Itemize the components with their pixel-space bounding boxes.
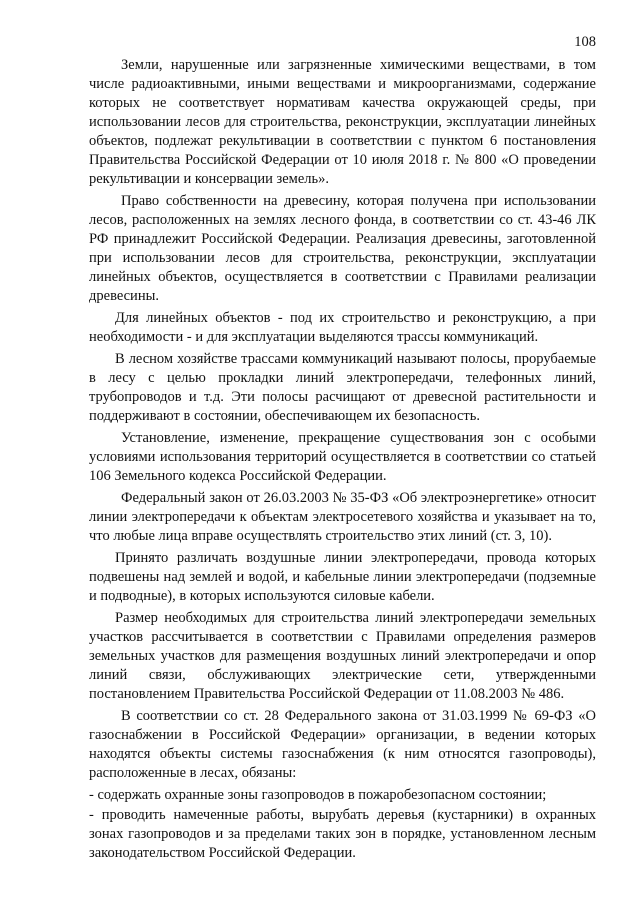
- list-item-fire-safe-zones: - содержать охранные зоны газопроводов в пожаробезопасном состоянии;: [89, 787, 547, 803]
- paragraph-special-zones: Установление, изменение, прекращение существования зон с особыми условиями использования территорий осуществляется в соответствии со статьей 106 Земельного кодекса Российской Федерации.: [89, 430, 596, 484]
- page-body: [89, 56, 596, 864]
- paragraph-land-reclamation: Земли, нарушенные или загрязненные химическими веществами, в том числе радиоактивными, иными веществами и микроорганизмами, содержание которых не соответствует нормативам качества окружающей среды, при использовании лесов для строительства, реконструкции, эксплуатации линейных объектов, подлежат рекультивации в соответствии с пунктом 6 постановления Правительства Российской Федерации от 10 июля 2018 г. № 800 «О проведении рекультивации и консервации земель».: [89, 57, 596, 187]
- paragraph-electric-law: Федеральный закон от 26.03.2003 № 35-ФЗ «Об электроэнергетике» относит линии электропередачи к объектам электросетевого хозяйства и указывает на то, что любые лица вправе осуществлять строительство этих линий (ст. 3, 10).: [89, 490, 596, 544]
- paragraph-land-plot-size: Размер необходимых для строительства линий электропередачи земельных участков рассчитывается в соответствии с Правилами определения размеров земельных участков для размещения воздушных линий электропередачи и опор линий связи, обслуживающих электрические сети, утвержденными постановлением Правительства Российской Федерации от 11.08.2003 № 486.: [89, 610, 596, 702]
- paragraph-linear-objects: Для линейных объектов - под их строительство и реконструкцию, а при необходимости - и для эксплуатации выделяются трассы коммуникаций.: [89, 310, 596, 345]
- page-number: 108: [574, 34, 596, 50]
- paragraph-power-line-types: Принято различать воздушные линии электропередачи, провода которых подвешены над землей и водой, и кабельные линии электропередачи (подземные и подводные), в которых используются силовые кабели.: [89, 550, 596, 604]
- paragraph-communication-routes: В лесном хозяйстве трассами коммуникаций называют полосы, прорубаемые в лесу с целью прокладки линий электропередачи, телефонных линий, трубопроводов и т.д. Эти полосы расчищают от древесной растительности и поддерживают в состоянии, обеспечивающем их безопасность.: [89, 351, 596, 424]
- paragraph-gas-supply-law: В соответствии со ст. 28 Федерального закона от 31.03.1999 № 69-ФЗ «О газоснабжении в Российской Федерации» организации, в ведении которых находятся объекты системы газоснабжения (к ним относятся газопроводы), расположенные в лесах, обязаны:: [89, 708, 596, 781]
- list-item-planned-works: - проводить намеченные работы, вырубать деревья (кустарники) в охранных зонах газопроводов и за пределами таких зон в порядке, установленном лесным законодательством Российской Федерации.: [89, 807, 596, 861]
- paragraph-timber-ownership: Право собственности на древесину, которая получена при использовании лесов, расположенных на землях лесного фонда, в соответствии со ст. 43-46 ЛК РФ принадлежит Российской Федерации. Реализация древесины, заготовленной при использовании лесов для строительства, реконструкции, эксплуатации линейных объектов, осуществляется в соответствии с Правилами реализации древесины.: [89, 193, 596, 304]
